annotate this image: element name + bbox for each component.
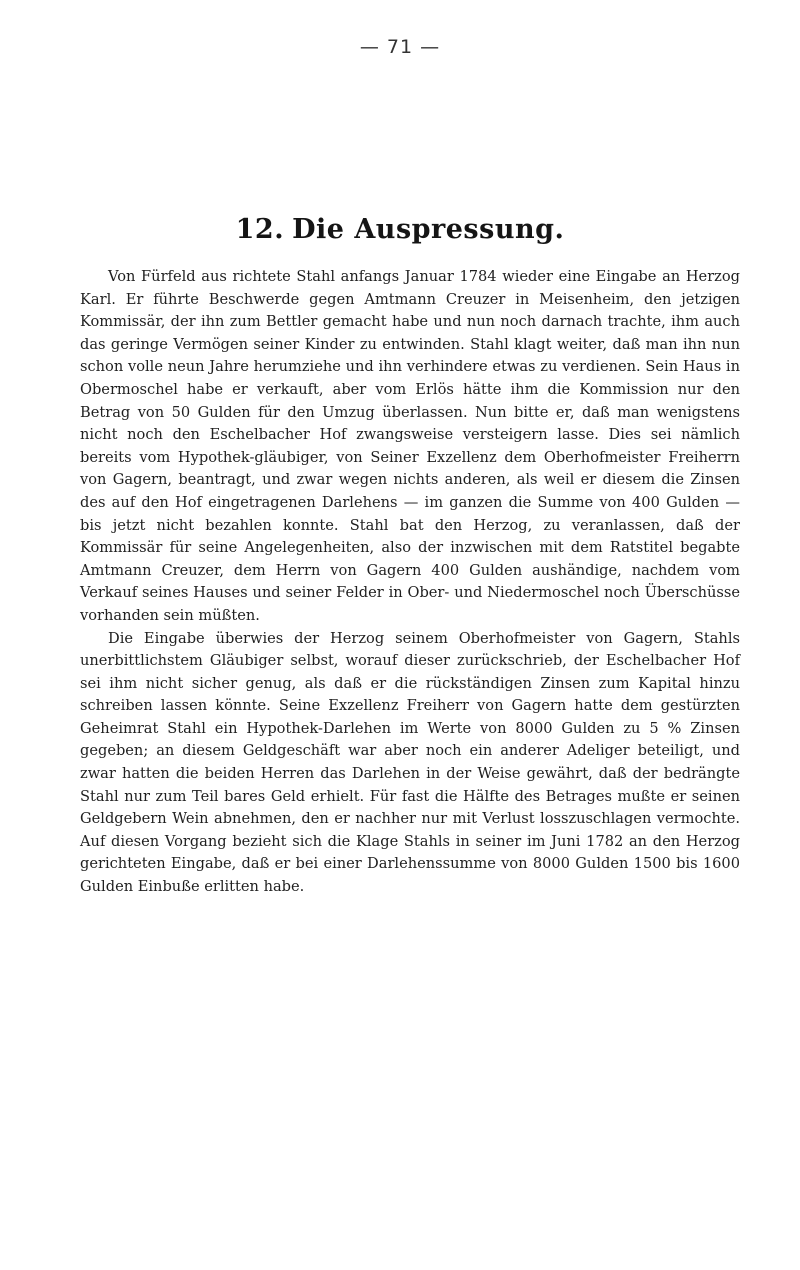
chapter-title <box>0 214 800 245</box>
paragraph-2: Die Eingabe überwies der Herzog seinem Oberhofmeister von Gagern, Stahls unerbittlichstem Gläubiger selbst, worauf dieser zurückschrieb, der Eschelbacher Hof sei ihm nicht sicher genug, als daß er die rückständigen Zinsen zum Kapital hinzu schreiben lassen könnte. Seine Exzellenz Freiherr von Gagern hatte dem gestürzten Geheimrat Stahl ein Hypothek-Darlehen im Werte von 8000 Gulden zu 5 % Zinsen gegeben; an diesem Geldgeschäft war aber noch ein anderer Adeliger beteiligt, und zwar hatten die beiden Herren das Darlehen in der Weise gewährt, daß der bedrängte Stahl nur zum Teil bares Geld erhielt. Für fast die Hälfte des Betrages mußte er seinen Geldgebern Wein abnehmen, den er nachher nur mit Verlust losszuschlagen vermochte. Auf diesen Vorgang bezieht sich die Klage Stahls in seiner im Juni 1782 an den Herzog gerichteten Eingabe, daß er bei einer Darlehenssumme von 8000 Gulden 1500 bis 1600 Gulden Einbuße erlitten habe. <box>80 629 740 896</box>
chapter-body <box>80 266 740 899</box>
chapter-heading: Die Auspressung. <box>292 214 565 245</box>
paragraph-1: Von Fürfeld aus richtete Stahl anfangs Januar 1784 wieder eine Eingabe an Herzog Karl. Er führte Beschwerde gegen Amtmann Creuzer in Meisenheim, den jetzigen Kommissär, der ihn zum Bettler gemacht habe und nun noch darnach trachte, ihm auch das geringe Vermögen seiner Kinder zu entwinden. Stahl klagt weiter, daß man ihn nun schon volle neun Jahre herumziehe und ihn verhindere etwas zu verdienen. Sein Haus in Obermoschel habe er verkauft, aber vom Erlös hätte ihm die Kommission nur den Betrag von 50 Gulden für den Umzug überlassen. Nun bitte er, daß man wenigstens nicht noch den Eschelbacher Hof zwangsweise versteigern lasse. Dies sei nämlich bereits vom Hypothek-gläubiger, von Seiner Exzellenz dem Oberhofmeister Freiherrn von Gagern, beantragt, und zwar wegen nichts anderen, als weil er diesem die Zinsen des auf den Hof eingetragenen Darlehens — im ganzen die Summe von 400 Gulden — bis jetzt nicht bezahlen konnte. Stahl bat den Herzog, zu veranlassen, daß der Kommissär für seine Angelegenheiten, also der inzwischen mit dem Ratstitel begabte Amtmann Creuzer, dem Herrn von Gagern 400 Gulden aushändige, nachdem vom Verkauf seines Hauses und seiner Felder in Ober- und Niedermoschel noch Überschüsse vorhanden sein müßten. <box>80 268 740 624</box>
chapter-number: 12. <box>235 214 285 245</box>
page-number: — 71 — <box>359 36 441 58</box>
